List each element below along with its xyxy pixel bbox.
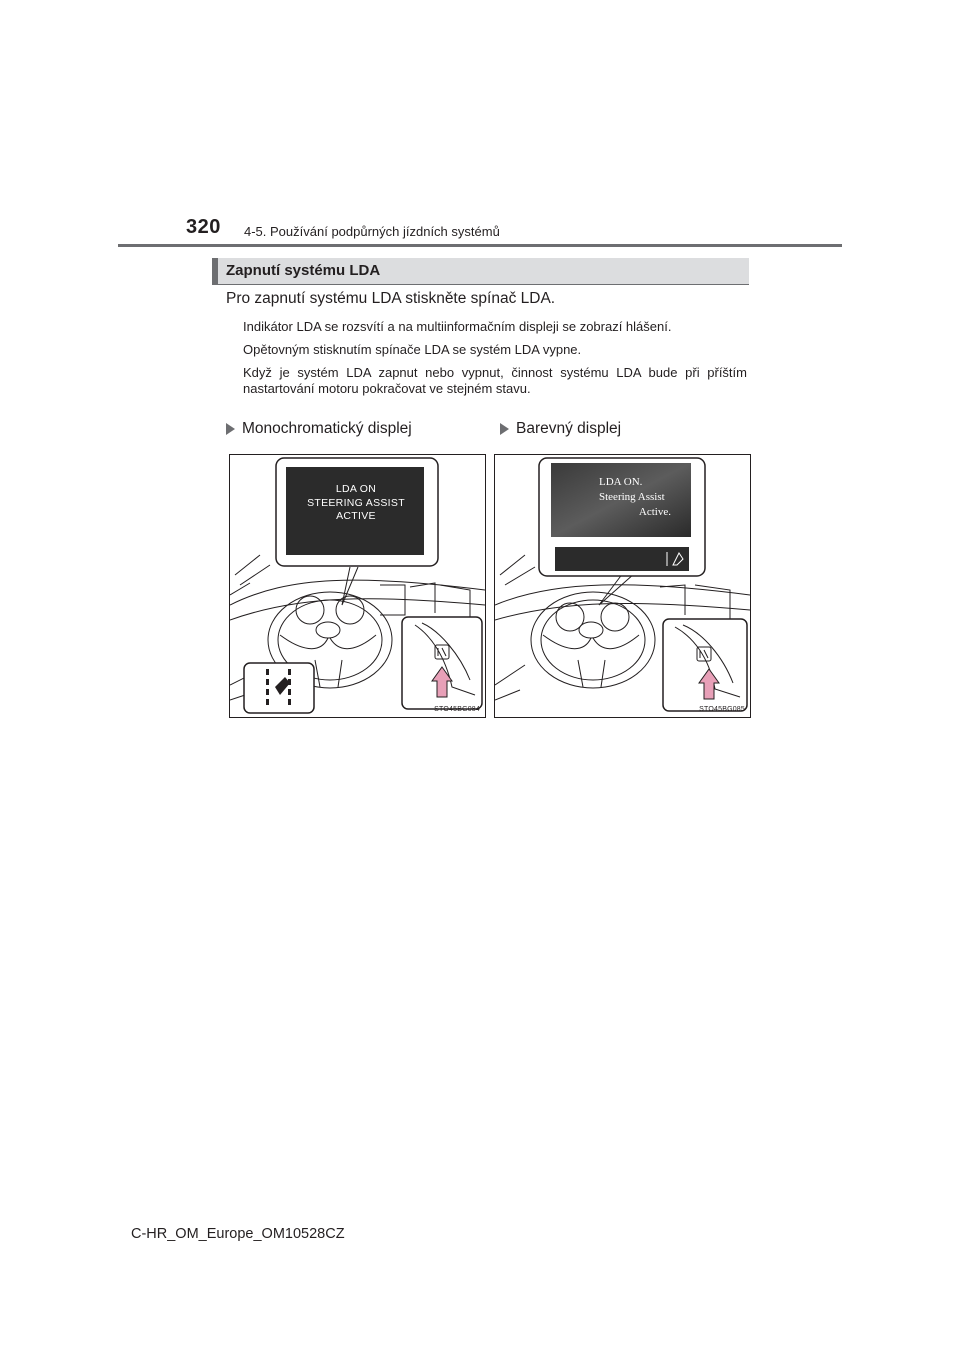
section-heading-bar	[212, 258, 749, 285]
paragraph-state-memory: Když je systém LDA zapnut nebo vypnut, činnost systému LDA bude při příštím nastartování motoru pokračovat ve stejném stavu.	[243, 365, 747, 396]
color-screen-line: Active.	[638, 506, 671, 518]
paragraph-turn-off: Opětovným stisknutím spínače LDA se systém LDA vypne.	[243, 342, 582, 357]
document-code: C-HR_OM_Europe_OM10528CZ	[131, 1226, 345, 1242]
page-number: 320	[186, 216, 221, 238]
chapter-title: 4-5. Používání podpůrných jízdních systémů	[244, 224, 500, 239]
lead-instruction: Pro zapnutí systému LDA stiskněte spínač LDA.	[226, 290, 556, 307]
color-screen-line: Steering Assist	[599, 491, 665, 503]
color-screen-message	[565, 475, 685, 520]
triangle-bullet-icon	[500, 423, 509, 435]
subheading-mono-label: Monochromatický displej	[242, 420, 412, 437]
figure-color-display	[494, 454, 751, 718]
section-title: Zapnutí systému LDA	[226, 262, 381, 279]
subheading-color-label: Barevný displej	[516, 420, 622, 437]
figure-code: STO45BG084	[434, 706, 480, 713]
mono-screen-line: STEERING ASSIST	[307, 496, 405, 509]
mono-screen-line: LDA ON	[335, 483, 377, 495]
figure-code: STO45BG085	[699, 706, 745, 713]
mono-screen-message	[288, 483, 424, 524]
color-screen-line: LDA ON.	[599, 476, 643, 488]
subheading-mono	[226, 420, 412, 438]
header-rule	[118, 244, 842, 247]
paragraph-indicator: Indikátor LDA se rozsvítí a na multiinformačním displeji se zobrazí hlášení.	[243, 319, 672, 334]
triangle-bullet-icon	[226, 423, 235, 435]
subheading-color	[500, 420, 621, 438]
figure-mono-display	[229, 454, 486, 718]
mono-screen-line: ACTIVE	[336, 510, 376, 522]
